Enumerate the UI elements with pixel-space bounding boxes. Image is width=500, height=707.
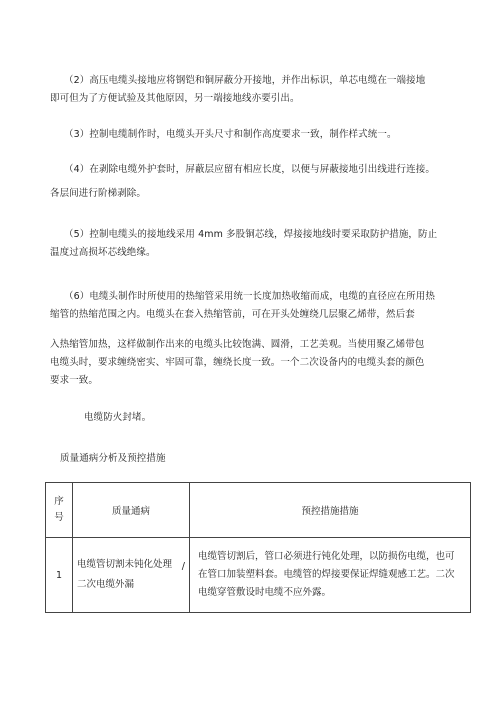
paragraph-5-line-2: 温度过高损坏芯线绝缘。	[50, 247, 156, 258]
table-caption: 质量通病分析及预控措施	[60, 453, 166, 464]
row-seq-cell: 1	[46, 538, 73, 613]
row-measure-line-1: 电缆管切割后，管口必须进行钝化处理，以防损伤电缆，也可	[198, 551, 455, 562]
paragraph-4-line-2: 各层间进行阶梯剥除。	[50, 188, 147, 199]
paragraph-6-line-3: 入热缩管加热，这样做制作出来的电缆头比较饱满、圆滑，工艺美观。当使用聚乙烯带包	[50, 339, 425, 350]
paragraph-6-line-2: 缩管的热缩范围之内。电缆头在套入热缩管前，可在开头处缠绕几层聚乙烯带，然后套	[50, 309, 415, 320]
paragraph-4-line-1: （4）在剥除电缆外护套时，屏蔽层应留有相应长度，以便与屏蔽接地引出线进行连接。	[64, 164, 435, 175]
row-issue-line-2: 二次电缆外漏	[77, 579, 135, 590]
header-seq-cell	[46, 483, 73, 538]
row-issue-line-1: 电缆管切割未钝化处理	[77, 559, 173, 570]
paragraph-2-line-1: （2）高压电缆头接地应将钢铠和铜屏蔽分开接地，并作出标识，单芯电缆在一端接地	[64, 75, 426, 86]
section-title: 电缆防火封堵。	[84, 412, 152, 423]
row-measure-cell	[190, 538, 471, 613]
header-measure-cell: 预控措施措施	[190, 483, 471, 538]
paragraph-2-line-2: 即可但为了方便试验及其他原因，另一端接地线亦要引出。	[50, 93, 300, 104]
paragraph-6-line-4: 电缆头时，要求缠绕密实、牢固可靠，缠绕长度一致。一个二次设备内的电缆头套的颜色	[50, 357, 425, 368]
row-issue-cell	[73, 538, 190, 613]
header-seq-line-2: 号	[54, 512, 64, 523]
paragraph-3-line-1: （3）控制电缆制作时，电缆头开头尺寸和制作高度要求一致，制作样式统一。	[64, 129, 397, 140]
row-issue-slash-mark: /	[181, 561, 185, 572]
header-issue-cell: 质量通病	[73, 483, 190, 538]
row-measure-line-3: 电缆穿管敷设时电缆不应外露。	[198, 587, 332, 598]
paragraph-5-line-1: （5）控制电缆头的接地线采用 4mm 多股铜芯线，焊接接地线时要采取防护措施，防止	[64, 229, 438, 240]
quality-issue-table	[45, 482, 471, 613]
header-seq-line-1: 序	[54, 496, 64, 507]
table-header-row	[46, 483, 471, 538]
row-measure-line-2: 在管口加装塑料套。电缆管的焊接要保证焊缝观感工艺。二次	[198, 569, 455, 580]
table-row	[46, 538, 471, 613]
paragraph-6-line-5: 要求一致。	[50, 375, 99, 386]
paragraph-6-line-1: （6）电缆头制作时所使用的热缩管采用统一长度加热收缩而成，电缆的直径应在所用热	[64, 291, 435, 302]
